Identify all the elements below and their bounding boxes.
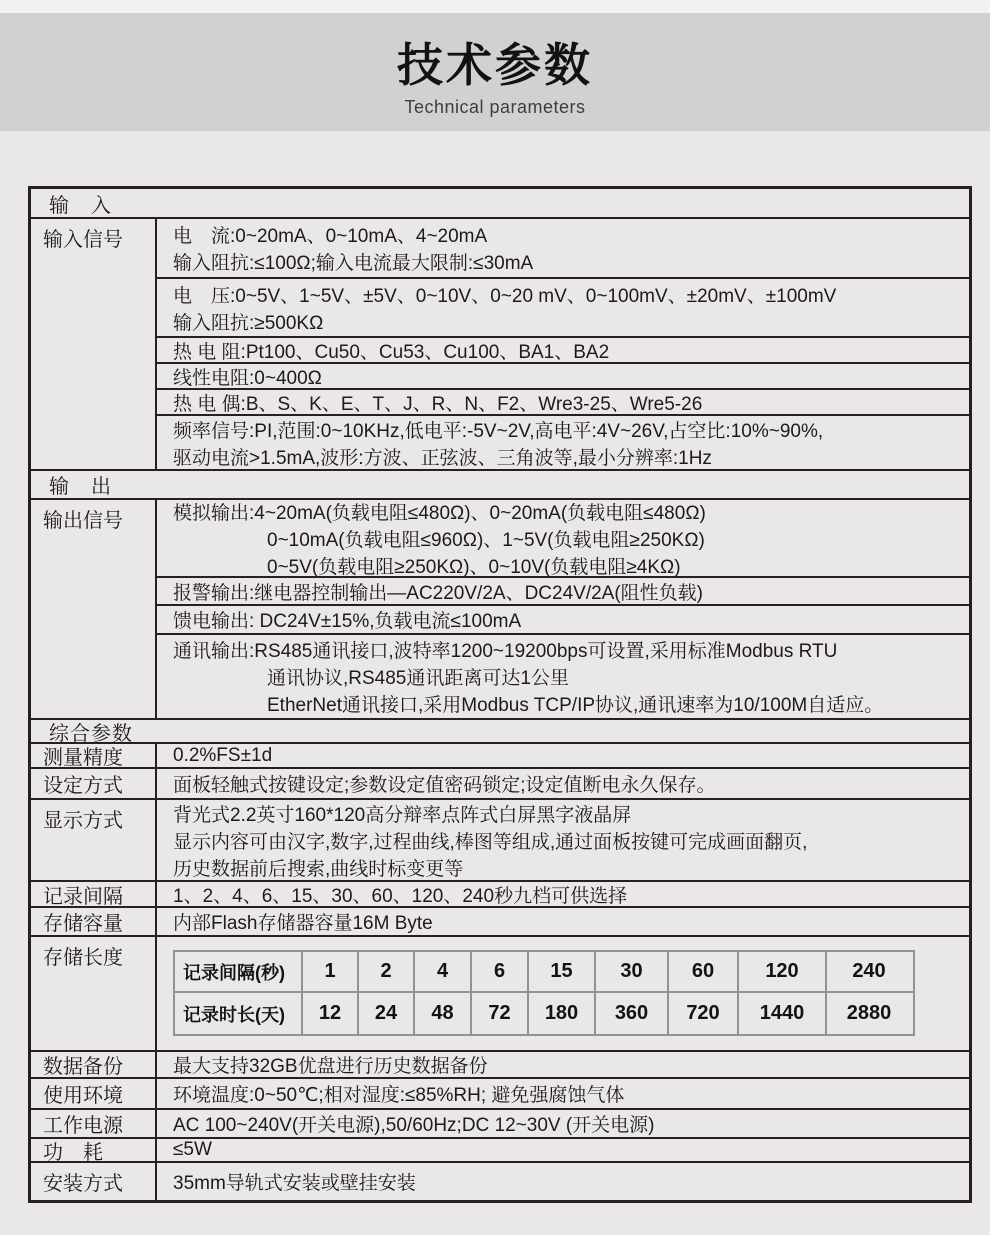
- storage-duration-cell: 12: [303, 993, 359, 1034]
- row-storage-capacity: [31, 908, 969, 937]
- spec-line: 电 流:0~20mA、0~10mA、4~20mA: [173, 226, 488, 247]
- spec-line: 背光式2.2英寸160*120高分辩率点阵式白屏黑字液晶屏: [173, 804, 632, 826]
- spec-line: 环境温度:0~50℃;相对湿度:≤85%RH; 避免强腐蚀气体: [173, 1085, 625, 1106]
- storage-interval-cell: 120: [739, 952, 827, 991]
- row-storage-length-value: [157, 937, 969, 1050]
- row-record-interval-value: [157, 882, 969, 906]
- section-header-output: [31, 471, 969, 500]
- storage-interval-cell: 1: [303, 952, 359, 991]
- row-data-backup: [31, 1052, 969, 1079]
- row-power-consumption: [31, 1139, 969, 1163]
- page-title: 技术参数: [397, 39, 593, 91]
- section-header-input-label: 输 入: [49, 194, 112, 217]
- row-display-method-value: [157, 800, 969, 880]
- input-row-voltage: [157, 279, 969, 338]
- row-power-consumption-label: 功 耗: [31, 1139, 157, 1161]
- storage-duration-header: 记录时长(天): [175, 993, 303, 1034]
- spec-line: ≤5W: [173, 1139, 212, 1160]
- input-row-thermocouple: [157, 390, 969, 416]
- storage-duration-row: [175, 993, 913, 1034]
- row-setting-method-label: 设定方式: [31, 769, 157, 798]
- row-data-backup-label: 数据备份: [31, 1052, 157, 1077]
- page-subtitle: Technical parameters: [404, 97, 586, 117]
- spec-line: AC 100~240V(开关电源),50/60Hz;DC 12~30V (开关电源): [173, 1115, 655, 1136]
- section-header-input: [31, 189, 969, 219]
- storage-interval-cell: 240: [852, 960, 886, 982]
- storage-duration-cell: 1440: [739, 993, 827, 1034]
- spec-line: 内部Flash存储器容量16M Byte: [173, 913, 433, 934]
- spec-line: 通讯输出:RS485通讯接口,波特率1200~19200bps可设置,采用标准Modbus RTU: [173, 641, 838, 662]
- row-installation-value: [157, 1163, 969, 1200]
- spec-line: 电 压:0~5V、1~5V、±5V、0~10V、0~20 mV、0~100mV、±20mV、±100mV: [173, 285, 837, 307]
- row-environment-value: [157, 1079, 969, 1108]
- row-installation: [31, 1163, 969, 1200]
- storage-interval-cell: 2: [359, 952, 415, 991]
- input-row-rtd: [157, 338, 969, 364]
- storage-duration-cell: 72: [472, 993, 529, 1034]
- input-signal-label: 输入信号: [31, 219, 157, 469]
- section-header-general: [31, 720, 969, 744]
- storage-interval-cell: 30: [596, 952, 669, 991]
- output-row-feed: [157, 606, 969, 635]
- input-row-linear-resistance: [157, 364, 969, 390]
- output-signal-label: 输出信号: [31, 500, 157, 718]
- spec-line: 输入阻抗:≤100Ω;输入电流最大限制:≤30mA: [173, 253, 534, 274]
- spec-line: 35mm导轨式安装或壁挂安装: [173, 1173, 416, 1194]
- spec-line: EtherNet通讯接口,采用Modbus TCP/IP协议,通讯速率为10/100M自适应。: [267, 695, 884, 716]
- spec-line: 馈电输出: DC24V±15%,负载电流≤100mA: [173, 611, 522, 632]
- storage-duration-cell: 180: [529, 993, 596, 1034]
- row-storage-length: [31, 937, 969, 1052]
- storage-interval-cell: 6: [472, 952, 529, 991]
- storage-interval-header: 记录间隔(秒): [175, 952, 303, 991]
- row-power-consumption-value: [157, 1139, 969, 1161]
- spec-line: 输入阻抗:≥500KΩ: [173, 312, 324, 334]
- input-row-current: [157, 219, 969, 279]
- title-band: [0, 13, 990, 131]
- top-strip: [0, 0, 990, 13]
- row-environment-label: 使用环境: [31, 1079, 157, 1108]
- spec-line: 驱动电流>1.5mA,波形:方波、正弦波、三角波等,最小分辨率:1Hz: [173, 447, 712, 469]
- storage-interval-cell: 15: [529, 952, 596, 991]
- spec-line: 报警输出:继电器控制输出—AC220V/2A、DC24V/2A(阻性负载): [173, 582, 703, 604]
- row-power-supply-value: [157, 1110, 969, 1137]
- spec-line: 0~10mA(负载电阻≤960Ω)、1~5V(负载电阻≥250KΩ): [267, 529, 705, 551]
- row-power-supply: [31, 1110, 969, 1139]
- output-row-analog: [157, 500, 969, 578]
- row-environment: [31, 1079, 969, 1110]
- input-signal-group: [31, 219, 969, 471]
- spec-line: 历史数据前后搜索,曲线时标变更等: [173, 858, 464, 880]
- storage-duration-cell: 2880: [846, 1002, 892, 1024]
- storage-interval-cell: 4: [415, 952, 472, 991]
- spec-line: 热 电 阻:Pt100、Cu50、Cu53、Cu100、BA1、BA2: [173, 341, 610, 363]
- input-row-frequency: [157, 416, 969, 469]
- row-storage-length-label: 存储长度: [31, 937, 157, 1050]
- output-row-alarm: [157, 578, 969, 606]
- row-record-interval: [31, 882, 969, 908]
- spec-line: 热 电 偶:B、S、K、E、T、J、R、N、F2、Wre3-25、Wre5-26: [173, 393, 703, 415]
- storage-duration-cell: 48: [415, 993, 472, 1034]
- storage-length-table: [173, 950, 915, 1036]
- spec-line: 线性电阻:0~400Ω: [173, 367, 322, 389]
- output-row-communication: [157, 635, 969, 718]
- spec-line: 显示内容可由汉字,数字,过程曲线,棒图等组成,通过面板按键可完成画面翻页,: [173, 831, 808, 853]
- storage-duration-cell: 24: [359, 993, 415, 1034]
- storage-interval-cell: 60: [669, 952, 739, 991]
- row-power-supply-label: 工作电源: [31, 1110, 157, 1137]
- spec-line: 频率信号:PI,范围:0~10KHz,低电平:-5V~2V,高电平:4V~26V,占空比:10%~90%,: [173, 420, 824, 442]
- row-installation-label: 安装方式: [31, 1163, 157, 1200]
- row-display-method-label: 显示方式: [31, 800, 157, 880]
- row-storage-capacity-label: 存储容量: [31, 908, 157, 935]
- output-signal-content: [157, 500, 969, 718]
- row-setting-method-value: [157, 769, 969, 798]
- row-storage-capacity-value: [157, 908, 969, 935]
- storage-duration-cell: 720: [669, 993, 739, 1034]
- row-setting-method: [31, 769, 969, 800]
- section-header-output-label: 输 出: [49, 476, 112, 498]
- row-accuracy-value: [157, 744, 969, 767]
- spec-line: 1、2、4、6、15、30、60、120、240秒九档可供选择: [173, 885, 628, 906]
- spec-line: 0~5V(负载电阻≥250KΩ)、0~10V(负载电阻≥4KΩ): [267, 556, 681, 578]
- row-accuracy-label: 测量精度: [31, 744, 157, 767]
- section-header-general-label: 综合参数: [49, 722, 133, 744]
- row-record-interval-label: 记录间隔: [31, 882, 157, 906]
- spec-line: 最大支持32GB优盘进行历史数据备份: [173, 1056, 488, 1077]
- output-signal-group: [31, 500, 969, 720]
- spec-table: [28, 186, 972, 1203]
- spec-line: 面板轻触式按键设定;参数设定值密码锁定;设定值断电永久保存。: [173, 775, 716, 796]
- spec-line: 模拟输出:4~20mA(负载电阻≤480Ω)、0~20mA(负载电阻≤480Ω): [173, 502, 706, 524]
- input-signal-content: [157, 219, 969, 469]
- spec-line: 通讯协议,RS485通讯距离可达1公里: [267, 668, 569, 689]
- row-data-backup-value: [157, 1052, 969, 1077]
- storage-duration-cell: 360: [596, 993, 669, 1034]
- row-accuracy: [31, 744, 969, 769]
- row-display-method: [31, 800, 969, 882]
- spec-line: 0.2%FS±1d: [173, 744, 273, 766]
- storage-interval-row: [175, 952, 913, 993]
